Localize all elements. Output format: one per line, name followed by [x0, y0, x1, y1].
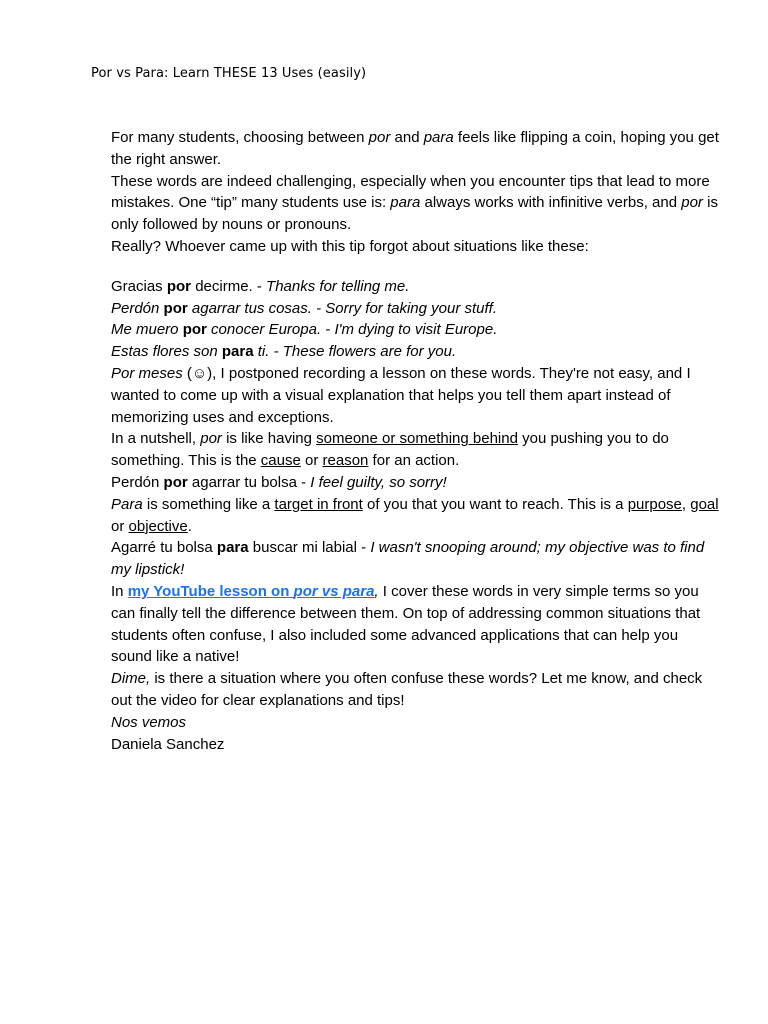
author-name: Daniela Sanchez [111, 735, 225, 753]
example-perdon-bolsa: Perdón por agarrar tu bolsa - I feel guilty, so sorry! [111, 473, 447, 491]
document-body [111, 127, 723, 755]
por-meses-paragraph: Por meses (☺), I postponed recording a lesson on these words. They're not easy, and I wanted to come up with a visual explanation that helps you tell them apart instead of memorizing uses and exceptions. [111, 364, 691, 426]
youtube-paragraph: In my YouTube lesson on por vs para, I cover these words in very simple terms so you can finally tell the difference between them. On top of addressing common situations that students often confuse, I also included some advanced applications that can help you sound like a native! [111, 582, 701, 666]
para-explanation-paragraph: Para is something like a target in front of you that you want to reach. This is a purpose, goal or objective. [111, 495, 719, 535]
por-explanation-paragraph: In a nutshell, por is like having someone or something behind you pushing you to do something. This is the cause or reason for an action. [111, 430, 669, 470]
really-paragraph: Really? Whoever came up with this tip forgot about situations like these: [111, 237, 589, 255]
example-gracias: Gracias por decirme. - Thanks for telling me. [111, 277, 410, 295]
tip-paragraph: These words are indeed challenging, especially when you encounter tips that lead to more mistakes. One “tip” many students use is: para always works with infinitive verbs, and por is only followed by nouns or pronouns. [111, 172, 718, 234]
signoff: Nos vemos [111, 713, 187, 731]
dime-paragraph: Dime, is there a situation where you often confuse these words? Let me know, and check out the video for clear explanations and tips! [111, 670, 703, 709]
document-title: Por vs Para: Learn THESE 13 Uses (easily) [91, 66, 367, 81]
example-me-muero: Me muero por conocer Europa. - I'm dying to visit Europe. [111, 321, 498, 339]
youtube-lesson-link[interactable]: my YouTube lesson on por vs para [127, 582, 375, 600]
example-estas-flores: Estas flores son para ti. - These flowers are for you. [111, 343, 457, 361]
example-agarre: Agarré tu bolsa para buscar mi labial - I wasn't snooping around; my objective was to find my lipstick! [111, 539, 705, 579]
intro-paragraph: For many students, choosing between por and para feels like flipping a coin, hoping you get the right answer. [111, 129, 719, 168]
example-perdon-cosas: Perdón por agarrar tus cosas. - Sorry for taking your stuff. [111, 299, 497, 317]
spacer [111, 258, 723, 276]
